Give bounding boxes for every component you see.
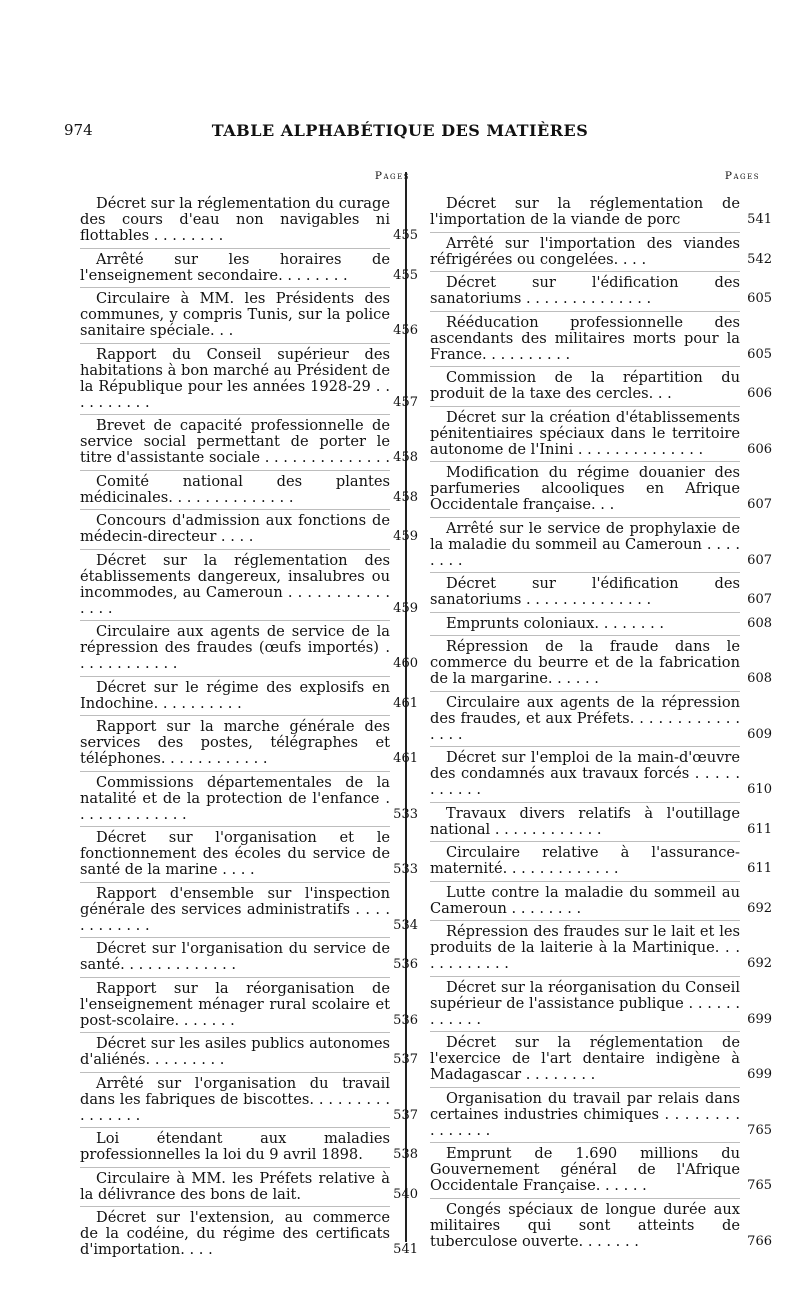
entry-divider — [430, 635, 740, 636]
index-entry — [430, 1034, 772, 1083]
entry-page-number: 459 — [393, 529, 418, 544]
entry-divider — [430, 572, 740, 573]
entry-title: Modification du régime douanier des parfumeries alcooliques en Afrique Occidentale française. . . — [430, 464, 740, 513]
entry-title: Rapport sur la marche générale des services des postes, télégraphes et téléphones. . . . . . . . . . . . — [80, 718, 390, 767]
entry-page-number: 533 — [393, 806, 418, 822]
entry-divider — [430, 802, 740, 803]
entry-page-number: 536 — [393, 1012, 418, 1028]
entry-page-number: 606 — [747, 386, 772, 401]
entry-page-number: 459 — [393, 600, 418, 616]
entry-title: Travaux divers relatifs à l'outillage national . . . . . . . . . . . . — [430, 804, 740, 838]
entry-divider — [80, 1127, 390, 1128]
entry-page-number: 608 — [747, 615, 772, 631]
index-entry — [80, 1209, 418, 1258]
entry-title: Arrêté sur l'importation des viandes réfrigérées ou congelées. . . . — [430, 234, 740, 268]
entry-divider — [430, 1031, 740, 1032]
entry-page-number: 534 — [393, 917, 418, 933]
entry-divider — [80, 287, 390, 288]
entry-divider — [80, 771, 390, 772]
index-entry — [430, 923, 772, 972]
entry-title: Congés spéciaux de longue durée aux militaires qui sont atteints de tuberculose ouverte. . . . . . . — [430, 1200, 740, 1250]
index-entry — [80, 1074, 418, 1124]
entry-title: Rapport d'ensemble sur l'inspection générale des services administratifs . . . . . . . . . . . . — [80, 884, 390, 934]
index-entry — [430, 1200, 772, 1250]
entry-divider — [80, 549, 390, 550]
entry-title: Commissions départementales de la natalité et de la protection de l'enfance . . . . . . . . . . . . . — [80, 773, 390, 823]
entry-divider — [80, 1167, 390, 1168]
entry-title: Décret sur l'édification des sanatoriums . . . . . . . . . . . . . . — [430, 274, 740, 307]
index-entry — [430, 575, 772, 608]
entry-title: Comité national des plantes médicinales. . . . . . . . . . . . . . — [80, 472, 390, 506]
entry-page-number: 541 — [747, 212, 772, 227]
index-entry — [80, 1130, 418, 1163]
entry-page-number: 699 — [747, 1011, 772, 1027]
entry-title: Décret sur la création d'établissements pénitentiaires spéciaux dans le territoire autonome de l'Inini . . . . . . . . . . . . . . — [430, 408, 740, 458]
running-title: TABLE ALPHABÉTIQUE DES MATIÈRES — [211, 121, 589, 140]
entry-page-number: 607 — [747, 552, 772, 568]
index-entry — [430, 464, 772, 513]
entry-divider — [80, 620, 390, 621]
entry-title: Arrêté sur le service de prophylaxie de la maladie du sommeil au Cameroun . . . . . . . . — [430, 519, 740, 569]
entry-divider — [80, 509, 390, 510]
entry-title: Rapport sur la réorganisation de l'enseignement ménager rural scolaire et post-scolaire. . . . . . . — [80, 979, 390, 1029]
entry-title: Emprunts coloniaux. . . . . . . . — [446, 614, 664, 632]
index-entry — [80, 472, 418, 506]
entry-title: Concours d'admission aux fonctions de médecin-directeur . . . . — [80, 512, 390, 545]
index-entry — [430, 693, 772, 743]
entry-page-number: 610 — [747, 782, 772, 797]
entry-divider — [80, 1032, 390, 1033]
entry-divider — [80, 937, 390, 938]
entry-divider — [80, 826, 390, 827]
index-entry — [80, 195, 418, 244]
entry-title: Circulaire à MM. les Préfets relative à la délivrance des bons de lait. — [80, 1169, 390, 1203]
entry-divider — [430, 746, 740, 747]
entry-title: Circulaire à MM. les Présidents des communes, y compris Tunis, sur la police sanitaire spéciale. . . — [80, 290, 390, 339]
column-heading-pages: Pages — [724, 170, 760, 182]
entry-page-number: 699 — [747, 1067, 772, 1082]
entry-title: Circulaire relative à l'assurance-maternité. . . . . . . . . . . . . — [430, 844, 740, 877]
left-column — [80, 170, 418, 1262]
entry-page-number: 542 — [747, 251, 772, 267]
entry-divider — [430, 841, 740, 842]
entry-page-number: 692 — [747, 900, 772, 916]
entry-divider — [430, 691, 740, 692]
entry-title: Rapport du Conseil supérieur des habitations à bon marché au Président de la République pour les années 1928-29 . . . . . . . . . . — [80, 345, 390, 411]
index-entry — [80, 290, 418, 339]
entry-page-number: 455 — [393, 228, 418, 243]
entry-title: Décret sur la réorganisation du Conseil supérieur de l'assistance publique . . . . . . . . . . . . — [430, 978, 740, 1028]
entry-divider — [80, 343, 390, 344]
index-entry — [430, 274, 772, 307]
index-entry — [80, 884, 418, 934]
entry-title: Décret sur la réglementation des établissements dangereux, insalubres ou incommodes, au Cameroun . . . . . . . . . . . . . . . — [80, 551, 390, 617]
page-number: 974 — [64, 121, 93, 139]
index-entry — [80, 512, 418, 545]
index-entry — [430, 844, 772, 877]
entry-title: Décret sur l'extension, au commerce de la codéine, du régime des certificats d'importation. . . . — [80, 1209, 390, 1258]
index-entry — [430, 408, 772, 458]
entry-divider — [430, 881, 740, 882]
index-entry — [430, 234, 772, 268]
entry-title: Décret sur l'organisation et le fonctionnement des écoles du service de santé de la marine . . . . — [80, 829, 390, 878]
entry-page-number: 605 — [747, 291, 772, 306]
index-entry — [80, 979, 418, 1029]
index-entry — [80, 417, 418, 466]
entry-list — [80, 195, 418, 1258]
entry-page-number: 456 — [393, 323, 418, 338]
column-heading-pages: Pages — [374, 170, 410, 182]
entry-page-number: 461 — [393, 695, 418, 711]
entry-title: Répression de la fraude dans le commerce du beurre et de la fabrication de la margarine. . . . . . — [430, 638, 740, 687]
entry-page-number: 533 — [393, 862, 418, 877]
index-entry — [430, 519, 772, 569]
entry-divider — [80, 676, 390, 677]
entry-title: Loi étendant aux maladies professionnelles la loi du 9 avril 1898. — [80, 1130, 390, 1163]
entry-title: Arrêté sur les horaires de l'enseignement secondaire. . . . . . . . — [80, 250, 390, 284]
entry-page-number: 606 — [747, 441, 772, 457]
entry-page-number: 611 — [747, 861, 772, 876]
index-entry — [430, 804, 772, 838]
entry-divider — [430, 311, 740, 312]
right-column — [430, 170, 772, 1253]
entry-page-number: 541 — [393, 1242, 418, 1257]
entry-page-number: 608 — [747, 671, 772, 686]
entry-title: Décret sur la réglementation de l'exercice de l'art dentaire indigène à Madagascar . . . . . . . . — [430, 1034, 740, 1083]
index-entry — [80, 829, 418, 878]
index-entry — [80, 1169, 418, 1203]
entry-title: Organisation du travail par relais dans certaines industries chimiques . . . . . . . . . . . . . . . — [430, 1089, 740, 1139]
entry-divider — [80, 248, 390, 249]
index-entry — [430, 749, 772, 798]
entry-divider — [430, 1087, 740, 1088]
entry-title: Décret sur l'emploi de la main-d'œuvre des condamnés aux travaux forcés . . . . . . . . . . . — [430, 749, 740, 798]
index-entry — [430, 1145, 772, 1194]
entry-page-number: 605 — [747, 346, 772, 362]
index-entry — [430, 614, 772, 632]
entry-page-number: 457 — [393, 394, 418, 410]
entry-list — [430, 195, 772, 1250]
entry-page-number: 461 — [393, 751, 418, 766]
entry-title: Décret sur les asiles publics autonomes d'aliénés. . . . . . . . . — [80, 1035, 390, 1068]
entry-divider — [430, 612, 740, 613]
index-entry — [430, 369, 772, 402]
entry-title: Répression des fraudes sur le lait et les produits de la laiterie à la Martinique. . . . . . . . . . . . — [430, 923, 740, 972]
entry-title: Décret sur l'édification des sanatoriums . . . . . . . . . . . . . . — [430, 575, 740, 608]
entry-divider — [430, 920, 740, 921]
entry-page-number: 537 — [393, 1052, 418, 1067]
entry-title: Circulaire aux agents de service de la répression des fraudes (œufs importés) . . . . . . . . . . . . — [80, 623, 390, 672]
page-header — [0, 121, 800, 145]
entry-page-number: 458 — [393, 489, 418, 505]
index-entry — [80, 678, 418, 712]
index-entry — [430, 638, 772, 687]
index-entry — [430, 1089, 772, 1139]
entry-divider — [80, 1206, 390, 1207]
entry-divider — [430, 406, 740, 407]
entry-page-number: 536 — [393, 957, 418, 972]
entry-title: Rééducation professionnelle des ascendants des militaires morts pour la France. . . . . . . . . . — [430, 313, 740, 363]
entry-page-number: 607 — [747, 592, 772, 607]
entry-title: Arrêté sur l'organisation du travail dans les fabriques de biscottes. . . . . . . . . . . . . . . . — [80, 1074, 390, 1124]
entry-divider — [80, 1072, 390, 1073]
entry-page-number: 765 — [747, 1178, 772, 1193]
index-entry — [80, 940, 418, 973]
entry-divider — [430, 232, 740, 233]
index-entry — [80, 773, 418, 823]
entry-page-number: 611 — [747, 821, 772, 837]
index-entry — [430, 195, 772, 228]
index-entry — [80, 250, 418, 284]
entry-page-number: 609 — [747, 726, 772, 742]
index-entry — [80, 551, 418, 617]
index-entry — [80, 623, 418, 672]
entry-divider — [430, 366, 740, 367]
entry-title: Commission de la répartition du produit de la taxe des cercles. . . — [430, 369, 740, 402]
entry-title: Décret sur la réglementation du curage des cours d'eau non navigables ni flottables . . . . . . . . — [80, 195, 390, 244]
entry-divider — [430, 976, 740, 977]
entry-title: Lutte contre la maladie du sommeil au Cameroun . . . . . . . . — [430, 883, 740, 917]
entry-page-number: 766 — [747, 1233, 772, 1249]
entry-divider — [430, 517, 740, 518]
entry-divider — [80, 882, 390, 883]
index-entry — [80, 345, 418, 411]
entry-page-number: 458 — [393, 450, 418, 465]
entry-title: Décret sur l'organisation du service de santé. . . . . . . . . . . . . — [80, 940, 390, 973]
index-entry — [430, 978, 772, 1028]
entry-page-number: 540 — [393, 1186, 418, 1202]
entry-page-number: 607 — [747, 497, 772, 512]
entry-title: Décret sur la réglementation de l'importation de la viande de porc — [430, 195, 740, 228]
index-entry — [80, 718, 418, 767]
entry-title: Emprunt de 1.690 millions du Gouvernement général de l'Afrique Occidentale Française. . . . . . — [430, 1145, 740, 1194]
entry-title: Décret sur le régime des explosifs en Indochine. . . . . . . . . . — [80, 678, 390, 712]
entry-divider — [430, 461, 740, 462]
entry-divider — [80, 414, 390, 415]
entry-page-number: 692 — [747, 956, 772, 971]
index-entry — [80, 1035, 418, 1068]
entry-page-number: 455 — [393, 267, 418, 283]
entry-page-number: 765 — [747, 1122, 772, 1138]
entry-title: Brevet de capacité professionnelle de service social permettant de porter le titre d'assistante sociale . . . . . . . . . . . . . . — [80, 417, 390, 466]
entry-page-number: 537 — [393, 1107, 418, 1123]
entry-divider — [80, 977, 390, 978]
entry-divider — [430, 271, 740, 272]
entry-page-number: 538 — [393, 1147, 418, 1162]
entry-divider — [430, 1142, 740, 1143]
entry-divider — [430, 1198, 740, 1199]
index-entry — [430, 313, 772, 363]
entry-divider — [80, 715, 390, 716]
entry-divider — [80, 470, 390, 471]
entry-page-number: 460 — [393, 656, 418, 671]
index-entry — [430, 883, 772, 917]
entry-title: Circulaire aux agents de la répression des fraudes, et aux Préfets. . . . . . . . . . . . . . . . — [430, 693, 740, 743]
